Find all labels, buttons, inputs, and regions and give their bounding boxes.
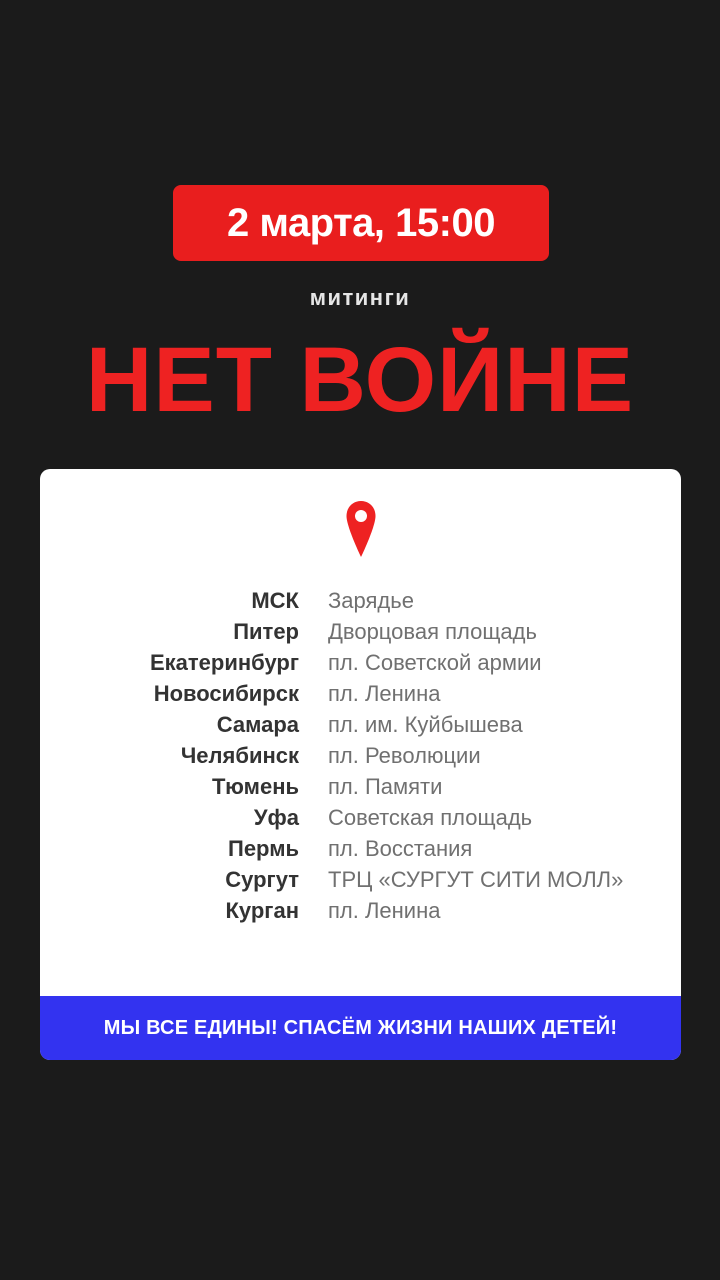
city-name: Уфа — [253, 804, 299, 830]
city-place: пл. Ленина — [328, 897, 441, 923]
city-row — [40, 802, 681, 833]
city-row — [40, 709, 681, 740]
city-name: Екатеринбург — [149, 649, 299, 675]
city-row — [40, 678, 681, 709]
city-name: Сургут — [225, 866, 299, 892]
location-pin-icon — [345, 499, 377, 559]
city-place: пл. Революции — [328, 742, 481, 768]
city-name: Челябинск — [180, 742, 299, 768]
city-row — [40, 585, 681, 616]
city-place: Зарядье — [328, 587, 414, 613]
city-row — [40, 771, 681, 802]
city-row — [40, 740, 681, 771]
city-row — [40, 833, 681, 864]
city-place: Советская площадь — [328, 804, 533, 830]
city-place: пл. Советской армии — [328, 649, 542, 675]
city-name: МСК — [251, 587, 299, 613]
headline: НЕТ ВОЙНЕ — [85, 329, 635, 431]
city-place: пл. Ленина — [328, 680, 441, 706]
city-name: Пермь — [228, 835, 299, 861]
city-row — [40, 616, 681, 647]
city-row — [40, 647, 681, 678]
slogan-banner: МЫ ВСЕ ЕДИНЫ! СПАСЁМ ЖИЗНИ НАШИХ ДЕТЕЙ! — [40, 996, 681, 1060]
city-name: Питер — [233, 618, 299, 644]
city-place: ТРЦ «СУРГУТ СИТИ МОЛЛ» — [328, 866, 624, 892]
city-list — [40, 585, 681, 926]
city-name: Новосибирск — [153, 680, 299, 706]
city-place: Дворцовая площадь — [328, 618, 537, 644]
city-name: Самара — [216, 711, 299, 737]
date-badge: 2 марта, 15:00 — [173, 185, 549, 261]
subtitle: митинги — [309, 285, 411, 310]
locations-card — [40, 469, 681, 1060]
city-row — [40, 864, 681, 895]
city-row — [40, 895, 681, 926]
city-name: Курган — [225, 897, 299, 923]
city-place: пл. Восстания — [328, 835, 473, 861]
city-name: Тюмень — [212, 773, 299, 799]
city-place: пл. Памяти — [328, 773, 443, 799]
city-place: пл. им. Куйбышева — [328, 711, 523, 737]
